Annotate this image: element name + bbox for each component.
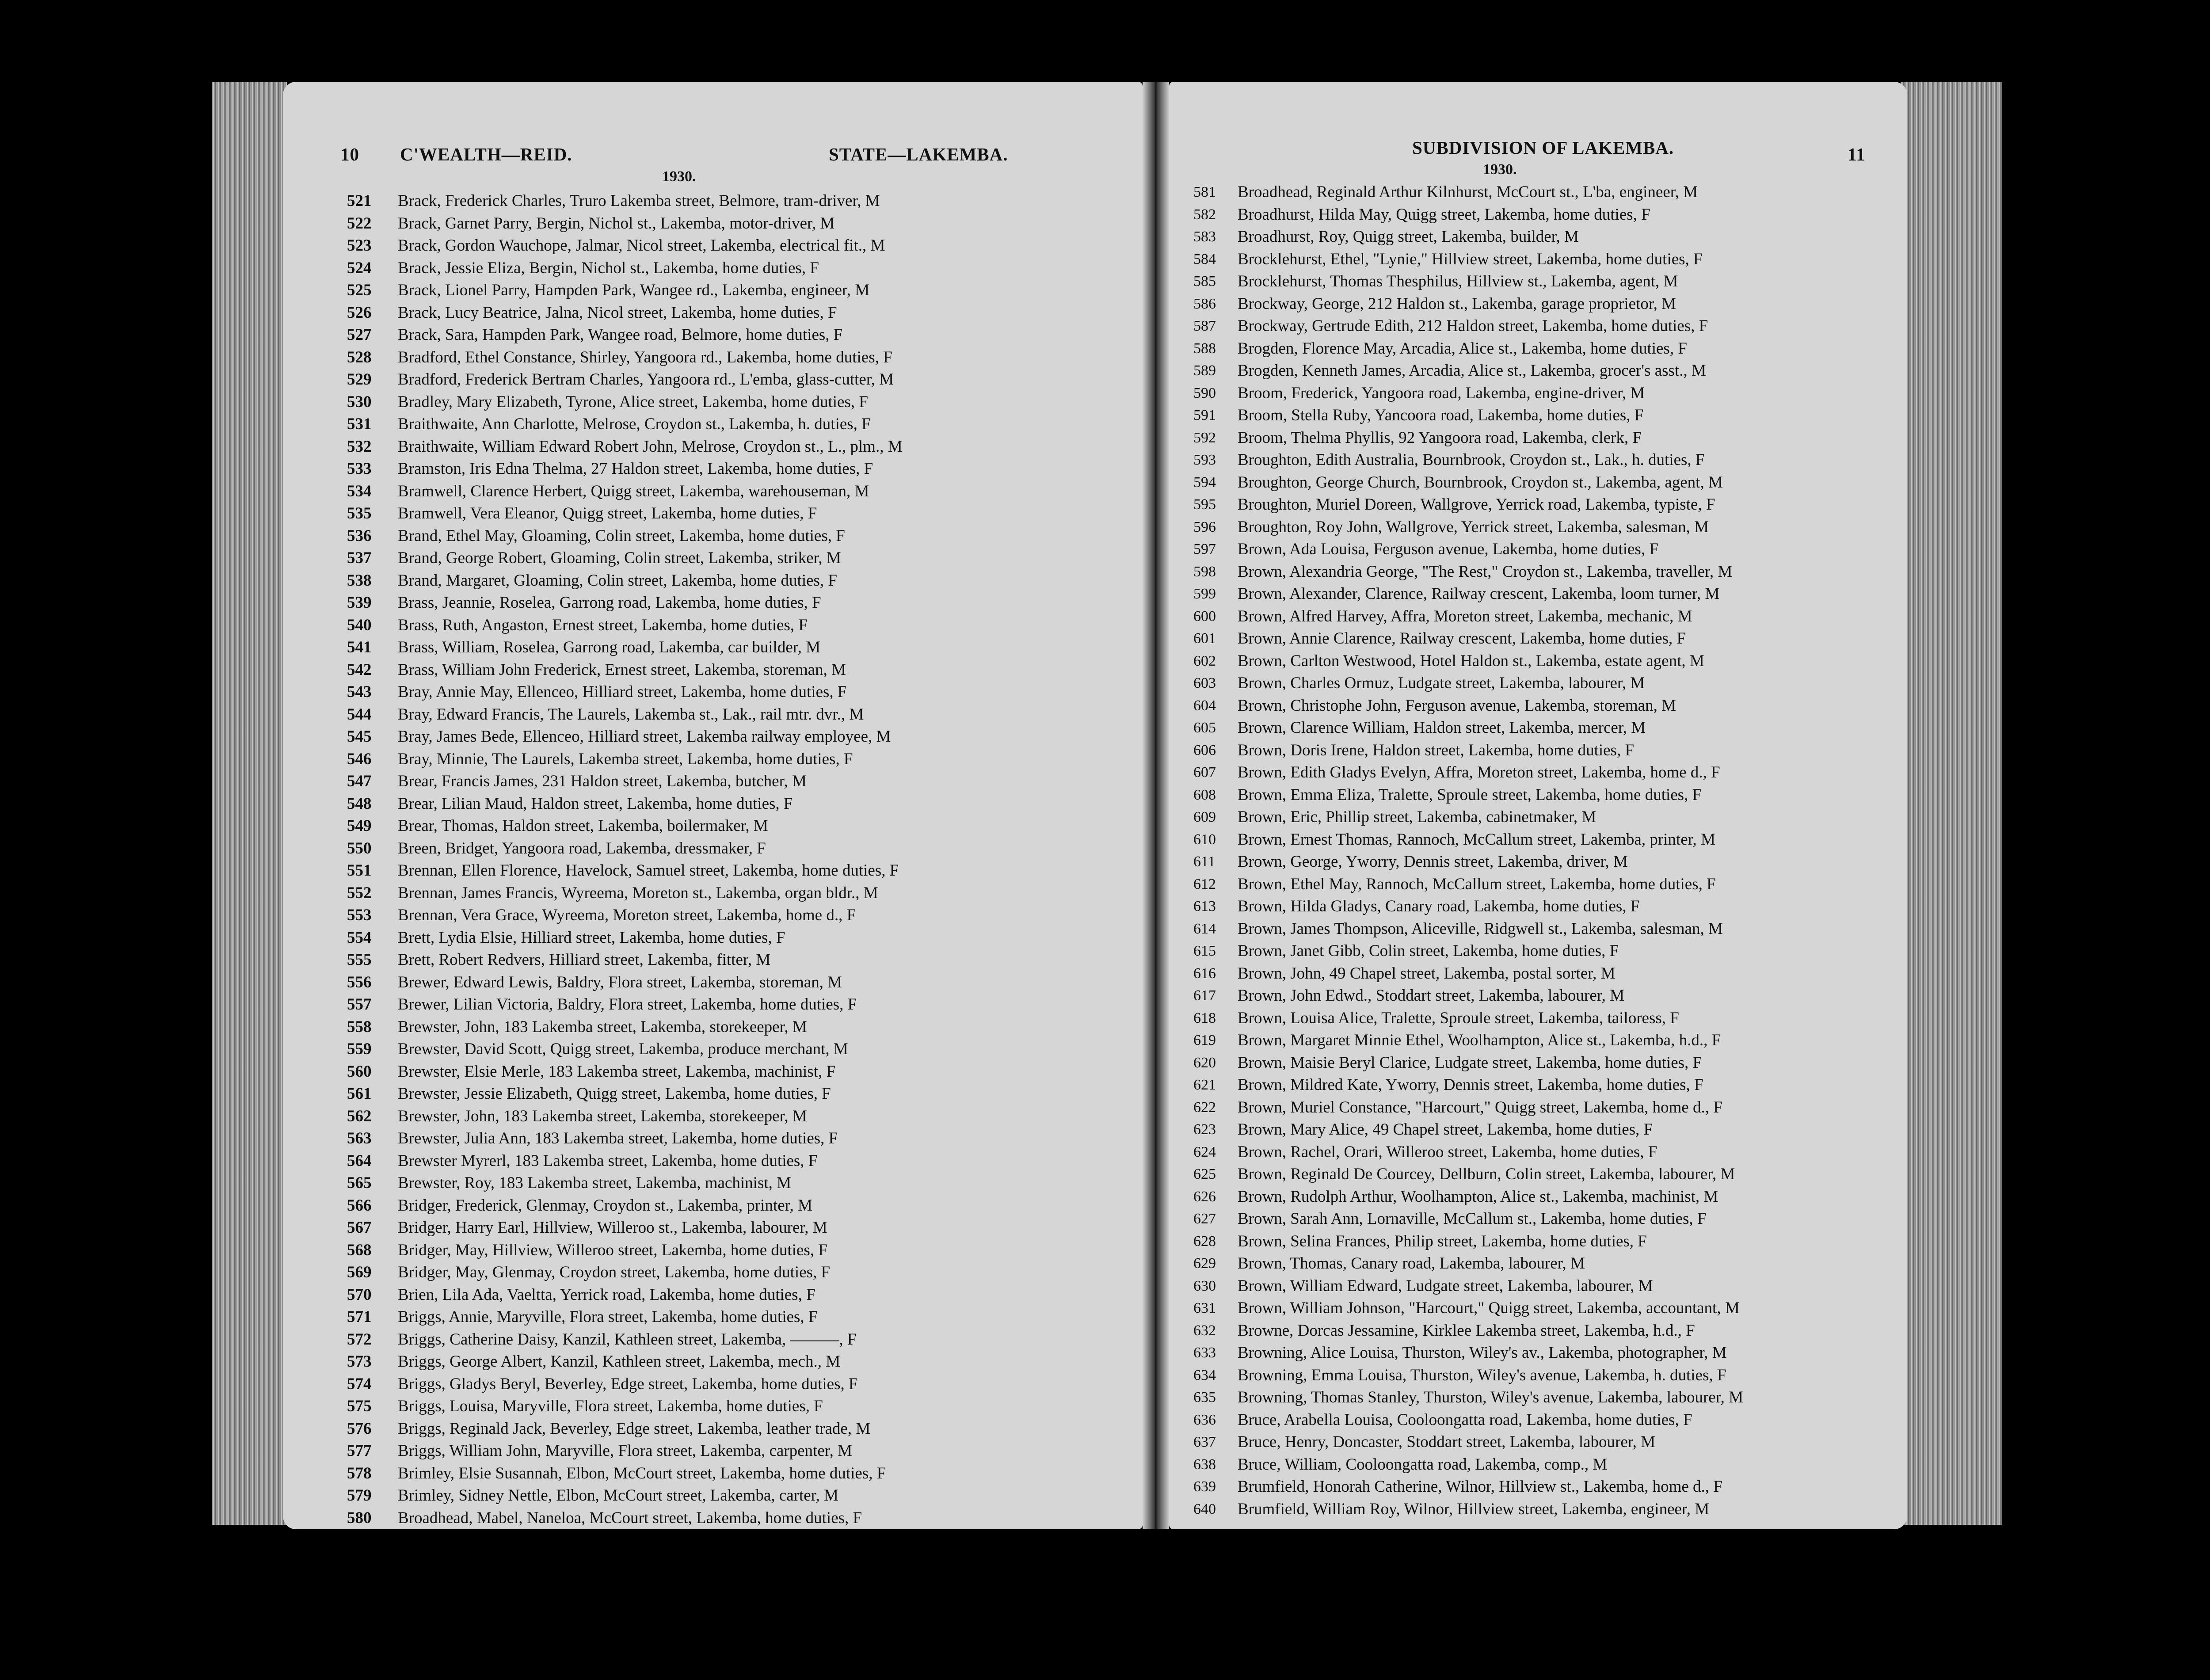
entry-number: 582 xyxy=(1193,206,1216,223)
right-page-number: 11 xyxy=(1848,144,1866,164)
entry-number: 578 xyxy=(347,1464,372,1482)
entry-number: 632 xyxy=(1193,1322,1216,1339)
entry-number: 628 xyxy=(1193,1233,1216,1250)
entry-text: Brocklehurst, Ethel, "Lynie," Hillview street, Lakemba, home duties, F xyxy=(1238,250,1703,268)
entry-number: 591 xyxy=(1193,407,1216,423)
left-page xyxy=(283,82,1143,1529)
entry-number: 614 xyxy=(1193,920,1216,937)
entry-text: Brack, Lionel Parry, Hampden Park, Wangee rd., Lakemba, engineer, M xyxy=(398,281,870,299)
entry-text: Broadhurst, Roy, Quigg street, Lakemba, builder, M xyxy=(1238,228,1579,246)
entry-number: 530 xyxy=(347,392,372,411)
entry-text: Brown, Janet Gibb, Colin street, Lakemba, home duties, F xyxy=(1238,942,1619,960)
entry-text: Bridger, May, Hillview, Willeroo street, Lakemba, home duties, F xyxy=(398,1241,827,1259)
entry-text: Brand, Margaret, Gloaming, Colin street, Lakemba, home duties, F xyxy=(398,571,837,590)
entry-text: Brown, Edith Gladys Evelyn, Affra, Moreton street, Lakemba, home d., F xyxy=(1238,763,1720,781)
left-page-edges xyxy=(212,82,287,1525)
entry-number: 542 xyxy=(347,660,372,679)
entry-number: 611 xyxy=(1193,853,1216,870)
entry-number: 528 xyxy=(347,348,372,366)
entry-text: Browning, Alice Louisa, Thurston, Wiley's av., Lakemba, photographer, M xyxy=(1238,1344,1727,1362)
entry-text: Briggs, Gladys Beryl, Beverley, Edge street, Lakemba, home duties, F xyxy=(398,1375,858,1393)
entry-text: Brand, Ethel May, Gloaming, Colin street, Lakemba, home duties, F xyxy=(398,526,845,545)
entry-text: Broughton, Muriel Doreen, Wallgrove, Yerrick road, Lakemba, typiste, F xyxy=(1238,495,1715,514)
entry-text: Brewster, John, 183 Lakemba street, Lakemba, storekeeper, M xyxy=(398,1017,807,1036)
entry-number: 586 xyxy=(1193,295,1216,312)
entry-number: 592 xyxy=(1193,429,1216,446)
entry-number: 577 xyxy=(347,1442,372,1460)
entry-number: 529 xyxy=(347,370,372,389)
entry-text: Bray, Annie May, Ellenceo, Hilliard street, Lakemba, home duties, F xyxy=(398,683,847,701)
entry-text: Browning, Thomas Stanley, Thurston, Wiley's avenue, Lakemba, labourer, M xyxy=(1238,1388,1743,1406)
entry-number: 555 xyxy=(347,951,372,969)
entry-text: Brown, Clarence William, Haldon street, Lakemba, mercer, M xyxy=(1238,719,1646,737)
entry-number: 568 xyxy=(347,1241,372,1259)
entry-number: 589 xyxy=(1193,362,1216,379)
entry-text: Brown, William Edward, Ludgate street, Lakemba, labourer, M xyxy=(1238,1276,1653,1295)
entry-number: 588 xyxy=(1193,340,1216,357)
entry-text: Brown, Thomas, Canary road, Lakemba, labourer, M xyxy=(1238,1254,1585,1272)
entry-number: 629 xyxy=(1193,1255,1216,1272)
entry-text: Briggs, Catherine Daisy, Kanzil, Kathleen street, Lakemba, ———, F xyxy=(398,1330,857,1349)
entry-number: 633 xyxy=(1193,1345,1216,1361)
entry-number: 598 xyxy=(1193,563,1216,580)
left-year: 1930. xyxy=(662,168,696,185)
entry-text: Brown, Sarah Ann, Lornaville, McCallum st., Lakemba, home duties, F xyxy=(1238,1210,1707,1228)
entry-text: Briggs, George Albert, Kanzil, Kathleen street, Lakemba, mech., M xyxy=(398,1352,841,1371)
entry-text: Broom, Frederick, Yangoora road, Lakemba, engine-driver, M xyxy=(1238,384,1645,402)
entry-number: 572 xyxy=(347,1330,372,1349)
entry-text: Braithwaite, William Edward Robert John, Melrose, Croydon st., L., plm., M xyxy=(398,437,903,456)
entry-text: Broadhead, Reginald Arthur Kilnhurst, McCourt st., L'ba, engineer, M xyxy=(1238,183,1698,201)
entry-text: Brown, George, Yworry, Dennis street, Lakemba, driver, M xyxy=(1238,853,1628,871)
entry-number: 545 xyxy=(347,728,372,746)
entry-text: Brogden, Kenneth James, Arcadia, Alice st., Lakemba, grocer's asst., M xyxy=(1238,362,1706,380)
entry-text: Browning, Emma Louisa, Thurston, Wiley's avenue, Lakemba, h. duties, F xyxy=(1238,1366,1726,1384)
entry-text: Brimley, Sidney Nettle, Elbon, McCourt street, Lakemba, carter, M xyxy=(398,1486,838,1505)
entry-number: 560 xyxy=(347,1062,372,1081)
entry-number: 597 xyxy=(1193,541,1216,557)
entry-number: 538 xyxy=(347,571,372,590)
entry-number: 617 xyxy=(1193,987,1216,1004)
entry-text: Bradley, Mary Elizabeth, Tyrone, Alice street, Lakemba, home duties, F xyxy=(398,392,868,411)
entry-text: Brown, Maisie Beryl Clarice, Ludgate street, Lakemba, home duties, F xyxy=(1238,1053,1702,1072)
entry-number: 524 xyxy=(347,259,372,277)
entry-number: 551 xyxy=(347,861,372,880)
entry-text: Brewster, John, 183 Lakemba street, Lakemba, storekeeper, M xyxy=(398,1107,807,1125)
entry-number: 616 xyxy=(1193,965,1216,982)
entry-text: Brass, Ruth, Angaston, Ernest street, Lakemba, home duties, F xyxy=(398,616,808,634)
entry-number: 613 xyxy=(1193,898,1216,914)
entry-number: 537 xyxy=(347,549,372,567)
right-header-subdivision: SUBDIVISION OF LAKEMBA. xyxy=(1412,137,1674,158)
entry-number: 533 xyxy=(347,460,372,478)
entry-number: 525 xyxy=(347,281,372,299)
entry-number: 580 xyxy=(347,1509,372,1527)
entry-number: 558 xyxy=(347,1017,372,1036)
entry-text: Brewster, Jessie Elizabeth, Quigg street, Lakemba, home duties, F xyxy=(398,1085,831,1103)
entry-number: 549 xyxy=(347,817,372,835)
entry-text: Brown, Doris Irene, Haldon street, Lakemba, home duties, F xyxy=(1238,741,1635,759)
entry-number: 625 xyxy=(1193,1166,1216,1182)
left-header-electorate: C'WEALTH—REID. xyxy=(400,144,572,164)
entry-text: Briggs, Louisa, Maryville, Flora street, Lakemba, home duties, F xyxy=(398,1397,823,1415)
entry-number: 584 xyxy=(1193,251,1216,267)
right-page xyxy=(1169,82,1907,1529)
entry-text: Brown, Christophe John, Ferguson avenue, Lakemba, storeman, M xyxy=(1238,696,1676,715)
entry-number: 594 xyxy=(1193,474,1216,491)
entry-text: Brown, Annie Clarence, Railway crescent, Lakemba, home duties, F xyxy=(1238,629,1686,648)
entry-number: 621 xyxy=(1193,1077,1216,1093)
entry-number: 556 xyxy=(347,973,372,991)
entry-number: 543 xyxy=(347,683,372,701)
entry-text: Brown, Carlton Westwood, Hotel Haldon st., Lakemba, estate agent, M xyxy=(1238,651,1704,670)
entry-text: Brown, Reginald De Courcey, Dellburn, Colin street, Lakemba, labourer, M xyxy=(1238,1165,1735,1183)
entry-number: 600 xyxy=(1193,608,1216,625)
entry-text: Brand, George Robert, Gloaming, Colin street, Lakemba, striker, M xyxy=(398,549,841,567)
entry-text: Brown, John, 49 Chapel street, Lakemba, postal sorter, M xyxy=(1238,964,1616,983)
entry-number: 552 xyxy=(347,884,372,902)
entry-number: 583 xyxy=(1193,229,1216,245)
entry-text: Brown, Alfred Harvey, Affra, Moreton street, Lakemba, mechanic, M xyxy=(1238,607,1692,625)
entry-text: Brown, Louisa Alice, Tralette, Sproule street, Lakemba, tailoress, F xyxy=(1238,1009,1679,1027)
entry-text: Bridger, May, Glenmay, Croydon street, Lakemba, home duties, F xyxy=(398,1263,831,1281)
entry-number: 523 xyxy=(347,236,372,255)
entry-number: 631 xyxy=(1193,1300,1216,1316)
entry-text: Brear, Thomas, Haldon street, Lakemba, boilermaker, M xyxy=(398,817,768,835)
entry-text: Bradford, Frederick Bertram Charles, Yangoora rd., L'emba, glass-cutter, M xyxy=(398,370,894,389)
entry-text: Bridger, Frederick, Glenmay, Croydon st., Lakemba, printer, M xyxy=(398,1196,812,1215)
entry-number: 565 xyxy=(347,1174,372,1192)
entry-text: Bray, James Bede, Ellenceo, Hilliard street, Lakemba railway employee, M xyxy=(398,728,891,746)
entry-number: 624 xyxy=(1193,1143,1216,1160)
entry-number: 554 xyxy=(347,928,372,947)
entry-text: Brack, Gordon Wauchope, Jalmar, Nicol street, Lakemba, electrical fit., M xyxy=(398,236,885,255)
entry-number: 595 xyxy=(1193,496,1216,513)
entry-number: 531 xyxy=(347,415,372,433)
entry-text: Brown, Hilda Gladys, Canary road, Lakemba, home duties, F xyxy=(1238,897,1640,915)
entry-text: Brack, Lucy Beatrice, Jalna, Nicol street, Lakemba, home duties, F xyxy=(398,303,837,322)
entry-text: Brewster, Julia Ann, 183 Lakemba street, Lakemba, home duties, F xyxy=(398,1129,838,1147)
entry-number: 630 xyxy=(1193,1277,1216,1294)
entry-text: Brown, Ethel May, Rannoch, McCallum street, Lakemba, home duties, F xyxy=(1238,875,1716,893)
entry-number: 618 xyxy=(1193,1010,1216,1026)
entry-number: 534 xyxy=(347,482,372,500)
entry-text: Bridger, Harry Earl, Hillview, Willeroo st., Lakemba, labourer, M xyxy=(398,1219,827,1237)
entry-number: 619 xyxy=(1193,1032,1216,1048)
entry-number: 637 xyxy=(1193,1434,1216,1450)
entry-number: 540 xyxy=(347,616,372,634)
entry-text: Brewster, Elsie Merle, 183 Lakemba street, Lakemba, machinist, F xyxy=(398,1062,836,1081)
entry-text: Brown, Ernest Thomas, Rannoch, McCallum street, Lakemba, printer, M xyxy=(1238,830,1715,849)
entry-text: Brown, Margaret Minnie Ethel, Woolhampton, Alice st., Lakemba, h.d., F xyxy=(1238,1031,1721,1049)
entry-number: 626 xyxy=(1193,1188,1216,1205)
entry-number: 634 xyxy=(1193,1367,1216,1383)
entry-text: Brown, Alexander, Clarence, Railway crescent, Lakemba, loom turner, M xyxy=(1238,585,1720,603)
entry-number: 638 xyxy=(1193,1456,1216,1473)
entry-text: Brear, Francis James, 231 Haldon street, Lakemba, butcher, M xyxy=(398,772,807,790)
entry-number: 606 xyxy=(1193,742,1216,758)
entry-text: Brogden, Florence May, Arcadia, Alice st., Lakemba, home duties, F xyxy=(1238,339,1687,358)
entry-text: Brimley, Elsie Susannah, Elbon, McCourt street, Lakemba, home duties, F xyxy=(398,1464,886,1482)
entry-number: 602 xyxy=(1193,652,1216,669)
left-page-number: 10 xyxy=(340,144,359,164)
entry-text: Bruce, Arabella Louisa, Cooloongatta road, Lakemba, home duties, F xyxy=(1238,1410,1692,1429)
entry-number: 539 xyxy=(347,594,372,612)
entry-text: Brack, Sara, Hampden Park, Wangee road, Belmore, home duties, F xyxy=(398,326,843,344)
entry-text: Brack, Jessie Eliza, Bergin, Nichol st., Lakemba, home duties, F xyxy=(398,259,819,277)
entry-text: Brown, Charles Ormuz, Ludgate street, Lakemba, labourer, M xyxy=(1238,674,1645,692)
entry-number: 536 xyxy=(347,526,372,545)
entry-number: 627 xyxy=(1193,1211,1216,1227)
entry-number: 639 xyxy=(1193,1478,1216,1495)
entry-text: Broughton, Roy John, Wallgrove, Yerrick street, Lakemba, salesman, M xyxy=(1238,518,1709,536)
entry-number: 605 xyxy=(1193,720,1216,736)
entry-text: Bray, Edward Francis, The Laurels, Lakemba st., Lak., rail mtr. dvr., M xyxy=(398,705,864,724)
entry-text: Brockway, George, 212 Haldon st., Lakemba, garage proprietor, M xyxy=(1238,294,1677,313)
book-gutter xyxy=(1143,82,1169,1529)
entry-text: Brien, Lila Ada, Vaeltta, Yerrick road, Lakemba, home duties, F xyxy=(398,1285,815,1304)
entry-number: 610 xyxy=(1193,831,1216,848)
right-page-edges xyxy=(1901,82,2002,1525)
entry-number: 608 xyxy=(1193,786,1216,803)
entry-text: Bruce, William, Cooloongatta road, Lakemba, comp., M xyxy=(1238,1455,1608,1474)
entry-text: Brumfield, Honorah Catherine, Wilnor, Hillview st., Lakemba, home d., F xyxy=(1238,1478,1722,1496)
entry-text: Brown, Ada Louisa, Ferguson avenue, Lakemba, home duties, F xyxy=(1238,540,1658,558)
entry-text: Brett, Lydia Elsie, Hilliard street, Lakemba, home duties, F xyxy=(398,928,785,947)
entry-text: Brocklehurst, Thomas Thesphilus, Hillview st., Lakemba, agent, M xyxy=(1238,272,1678,290)
entry-number: 593 xyxy=(1193,452,1216,468)
entry-number: 522 xyxy=(347,214,372,232)
entry-text: Bramwell, Clarence Herbert, Quigg street, Lakemba, warehouseman, M xyxy=(398,482,869,500)
entry-text: Brewer, Lilian Victoria, Baldry, Flora street, Lakemba, home duties, F xyxy=(398,995,857,1013)
entry-text: Brown, Alexandria George, "The Rest," Croydon st., Lakemba, traveller, M xyxy=(1238,562,1733,581)
entry-number: 601 xyxy=(1193,630,1216,647)
entry-text: Brett, Robert Redvers, Hilliard street, Lakemba, fitter, M xyxy=(398,951,771,969)
entry-text: Broughton, George Church, Bournbrook, Croydon st., Lakemba, agent, M xyxy=(1238,473,1723,491)
entry-number: 535 xyxy=(347,504,372,522)
left-header-state: STATE—LAKEMBA. xyxy=(829,144,1008,164)
entry-text: Brass, William, Roselea, Garrong road, Lakemba, car builder, M xyxy=(398,638,821,656)
entry-text: Brown, Muriel Constance, "Harcourt," Quigg street, Lakemba, home d., F xyxy=(1238,1098,1722,1116)
entry-text: Braithwaite, Ann Charlotte, Melrose, Croydon st., Lakemba, h. duties, F xyxy=(398,415,871,433)
entry-number: 609 xyxy=(1193,809,1216,825)
entry-text: Brockway, Gertrude Edith, 212 Haldon street, Lakemba, home duties, F xyxy=(1238,317,1708,335)
entry-text: Brown, Rudolph Arthur, Woolhampton, Alice st., Lakemba, machinist, M xyxy=(1238,1187,1718,1206)
entry-text: Brass, William John Frederick, Ernest street, Lakemba, storeman, M xyxy=(398,660,846,679)
entry-number: 612 xyxy=(1193,876,1216,892)
entry-text: Brown, Emma Eliza, Tralette, Sproule street, Lakemba, home duties, F xyxy=(1238,785,1702,804)
entry-text: Broadhead, Mabel, Naneloa, McCourt street, Lakemba, home duties, F xyxy=(398,1509,862,1527)
entry-text: Breen, Bridget, Yangoora road, Lakemba, dressmaker, F xyxy=(398,839,766,857)
entry-number: 571 xyxy=(347,1308,372,1326)
entry-number: 581 xyxy=(1193,184,1216,200)
entry-text: Brennan, Ellen Florence, Havelock, Samuel street, Lakemba, home duties, F xyxy=(398,861,899,880)
entry-number: 564 xyxy=(347,1151,372,1170)
entry-number: 547 xyxy=(347,772,372,790)
entry-number: 569 xyxy=(347,1263,372,1281)
entry-number: 574 xyxy=(347,1375,372,1393)
entry-text: Brewer, Edward Lewis, Baldry, Flora street, Lakemba, storeman, M xyxy=(398,973,842,991)
entry-text: Brown, Mildred Kate, Yworry, Dennis street, Lakemba, home duties, F xyxy=(1238,1076,1703,1094)
entry-text: Brennan, Vera Grace, Wyreema, Moreton street, Lakemba, home d., F xyxy=(398,906,856,924)
entry-number: 579 xyxy=(347,1486,372,1505)
entry-number: 596 xyxy=(1193,518,1216,535)
entry-number: 541 xyxy=(347,638,372,656)
entry-text: Broom, Stella Ruby, Yancoora road, Lakemba, home duties, F xyxy=(1238,406,1644,424)
entry-text: Bruce, Henry, Doncaster, Stoddart street, Lakemba, labourer, M xyxy=(1238,1433,1655,1451)
entry-number: 622 xyxy=(1193,1099,1216,1116)
entry-text: Bramwell, Vera Eleanor, Quigg street, Lakemba, home duties, F xyxy=(398,504,817,522)
entry-text: Brown, James Thompson, Aliceville, Ridgwell st., Lakemba, salesman, M xyxy=(1238,919,1723,938)
entry-text: Brewster Myrerl, 183 Lakemba street, Lakemba, home duties, F xyxy=(398,1151,818,1170)
entry-number: 532 xyxy=(347,437,372,456)
entry-text: Brown, Rachel, Orari, Willeroo street, Lakemba, home duties, F xyxy=(1238,1143,1658,1161)
entry-text: Brown, Eric, Phillip street, Lakemba, cabinetmaker, M xyxy=(1238,808,1597,826)
entry-number: 640 xyxy=(1193,1501,1216,1517)
right-year: 1930. xyxy=(1483,161,1517,178)
entry-number: 607 xyxy=(1193,764,1216,781)
entry-number: 587 xyxy=(1193,318,1216,334)
entry-text: Broughton, Edith Australia, Bournbrook, Croydon st., Lak., h. duties, F xyxy=(1238,451,1705,469)
entry-text: Briggs, William John, Maryville, Flora street, Lakemba, carpenter, M xyxy=(398,1442,852,1460)
entry-number: 561 xyxy=(347,1085,372,1103)
entry-text: Brown, Selina Frances, Philip street, Lakemba, home duties, F xyxy=(1238,1232,1647,1250)
entry-number: 599 xyxy=(1193,586,1216,602)
entry-number: 575 xyxy=(347,1397,372,1415)
entry-number: 573 xyxy=(347,1352,372,1371)
entry-number: 636 xyxy=(1193,1411,1216,1428)
entry-number: 635 xyxy=(1193,1389,1216,1406)
entry-number: 566 xyxy=(347,1196,372,1215)
entry-text: Briggs, Annie, Maryville, Flora street, Lakemba, home duties, F xyxy=(398,1308,818,1326)
entry-text: Browne, Dorcas Jessamine, Kirklee Lakemba street, Lakemba, h.d., F xyxy=(1238,1321,1695,1340)
entry-number: 620 xyxy=(1193,1054,1216,1071)
entry-text: Brown, Mary Alice, 49 Chapel street, Lakemba, home duties, F xyxy=(1238,1120,1653,1139)
entry-text: Brack, Garnet Parry, Bergin, Nichol st., Lakemba, motor-driver, M xyxy=(398,214,835,232)
entry-text: Brown, William Johnson, "Harcourt," Quigg street, Lakemba, accountant, M xyxy=(1238,1299,1740,1317)
entry-text: Brewster, Roy, 183 Lakemba street, Lakemba, machinist, M xyxy=(398,1174,792,1192)
entry-number: 546 xyxy=(347,750,372,768)
entry-number: 553 xyxy=(347,906,372,924)
entry-text: Bradford, Ethel Constance, Shirley, Yangoora rd., Lakemba, home duties, F xyxy=(398,348,892,366)
entry-text: Brewster, David Scott, Quigg street, Lakemba, produce merchant, M xyxy=(398,1040,848,1058)
entry-number: 562 xyxy=(347,1107,372,1125)
entry-number: 615 xyxy=(1193,943,1216,959)
entry-number: 559 xyxy=(347,1040,372,1058)
entry-number: 527 xyxy=(347,326,372,344)
entry-text: Brown, John Edwd., Stoddart street, Lakemba, labourer, M xyxy=(1238,987,1625,1005)
entry-text: Broadhurst, Hilda May, Quigg street, Lakemba, home duties, F xyxy=(1238,205,1650,224)
entry-text: Bray, Minnie, The Laurels, Lakemba street, Lakemba, home duties, F xyxy=(398,750,853,768)
entry-number: 563 xyxy=(347,1129,372,1147)
entry-number: 550 xyxy=(347,839,372,857)
entry-text: Broom, Thelma Phyllis, 92 Yangoora road, Lakemba, clerk, F xyxy=(1238,428,1642,447)
entry-number: 526 xyxy=(347,303,372,322)
entry-number: 623 xyxy=(1193,1121,1216,1138)
entry-number: 570 xyxy=(347,1285,372,1304)
entry-number: 585 xyxy=(1193,273,1216,290)
entry-number: 544 xyxy=(347,705,372,724)
entry-text: Brumfield, William Roy, Wilnor, Hillview street, Lakemba, engineer, M xyxy=(1238,1500,1710,1518)
entry-text: Brear, Lilian Maud, Haldon street, Lakemba, home duties, F xyxy=(398,794,793,813)
entry-number: 603 xyxy=(1193,675,1216,691)
entry-number: 557 xyxy=(347,995,372,1013)
entry-text: Brennan, James Francis, Wyreema, Moreton st., Lakemba, organ bldr., M xyxy=(398,884,878,902)
entry-number: 548 xyxy=(347,794,372,813)
entry-text: Bramston, Iris Edna Thelma, 27 Haldon street, Lakemba, home duties, F xyxy=(398,460,873,478)
entry-text: Brass, Jeannie, Roselea, Garrong road, Lakemba, home duties, F xyxy=(398,594,821,612)
entry-number: 604 xyxy=(1193,697,1216,714)
entry-number: 567 xyxy=(347,1219,372,1237)
entry-text: Brack, Frederick Charles, Truro Lakemba street, Belmore, tram-driver, M xyxy=(398,192,880,210)
entry-text: Briggs, Reginald Jack, Beverley, Edge street, Lakemba, leather trade, M xyxy=(398,1419,871,1438)
entry-number: 576 xyxy=(347,1419,372,1438)
entry-number: 590 xyxy=(1193,385,1216,401)
entry-number: 521 xyxy=(347,192,372,210)
